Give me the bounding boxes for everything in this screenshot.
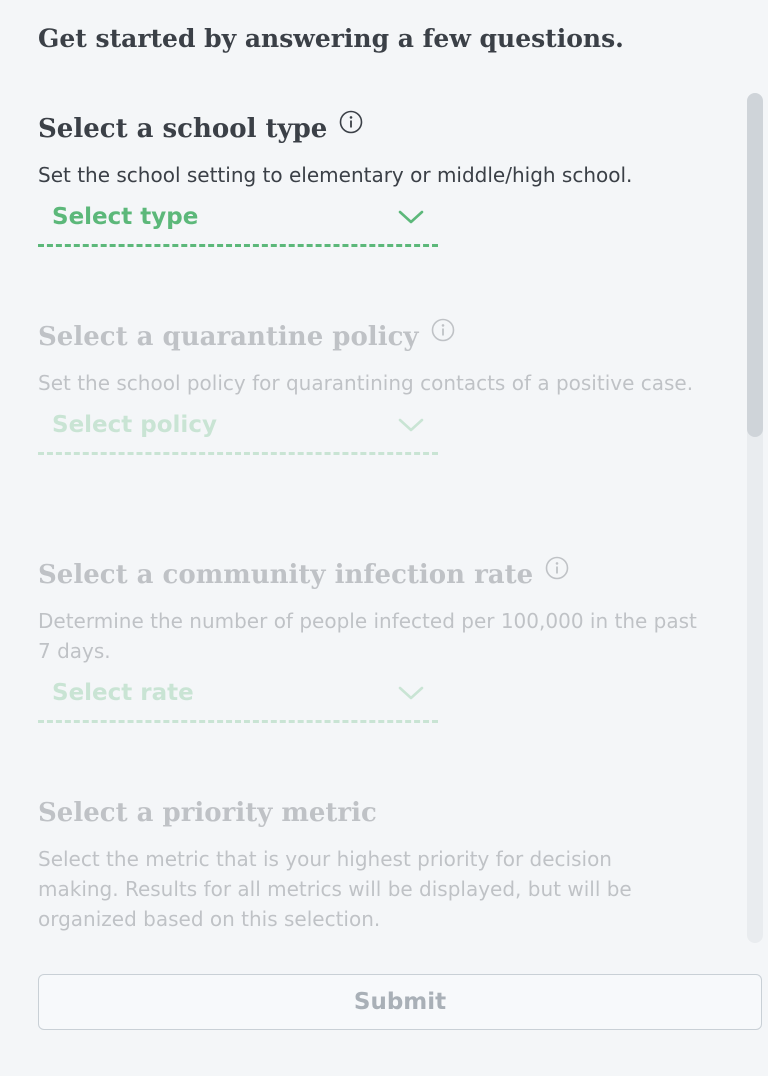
question-title: Select a community infection rate bbox=[38, 560, 534, 590]
question-quarantine-policy bbox=[38, 320, 698, 455]
question-title: Select a school type bbox=[38, 114, 328, 144]
question-description: Select the metric that is your highest priority for decision making. Results for all metrics will be displayed, but will be organized based on this selection. bbox=[38, 847, 632, 931]
select-placeholder: Select rate bbox=[52, 680, 194, 706]
question-description: Set the school policy for quarantining contacts of a positive case. bbox=[38, 371, 694, 395]
question-title-row bbox=[38, 796, 698, 830]
school-type-select[interactable] bbox=[38, 200, 438, 247]
select-placeholder: Select type bbox=[52, 204, 199, 230]
info-icon[interactable] bbox=[339, 110, 363, 134]
chevron-down-icon bbox=[398, 416, 424, 434]
infection-rate-select[interactable] bbox=[38, 676, 438, 723]
page-heading: Get started by answering a few questions. bbox=[38, 24, 624, 53]
info-icon[interactable] bbox=[545, 556, 569, 580]
chevron-down-icon bbox=[398, 684, 424, 702]
chevron-down-icon bbox=[398, 208, 424, 226]
question-infection-rate bbox=[38, 558, 698, 723]
question-priority-metric bbox=[38, 796, 698, 934]
scrollbar-thumb[interactable] bbox=[747, 93, 763, 437]
question-title: Select a quarantine policy bbox=[38, 322, 419, 352]
question-title-row bbox=[38, 112, 698, 146]
questions-panel[interactable] bbox=[0, 94, 768, 946]
info-icon[interactable] bbox=[431, 318, 455, 342]
submit-button[interactable]: Submit bbox=[38, 974, 762, 1030]
question-description: Set the school setting to elementary or middle/high school. bbox=[38, 163, 633, 187]
question-title-row bbox=[38, 320, 698, 354]
question-school-type bbox=[38, 112, 698, 247]
scrollbar-track[interactable] bbox=[747, 93, 763, 943]
quarantine-policy-select[interactable] bbox=[38, 408, 438, 455]
question-description: Determine the number of people infected per 100,000 in the past 7 days. bbox=[38, 609, 697, 663]
select-placeholder: Select policy bbox=[52, 412, 217, 438]
question-title: Select a priority metric bbox=[38, 798, 377, 828]
question-title-row bbox=[38, 558, 698, 592]
